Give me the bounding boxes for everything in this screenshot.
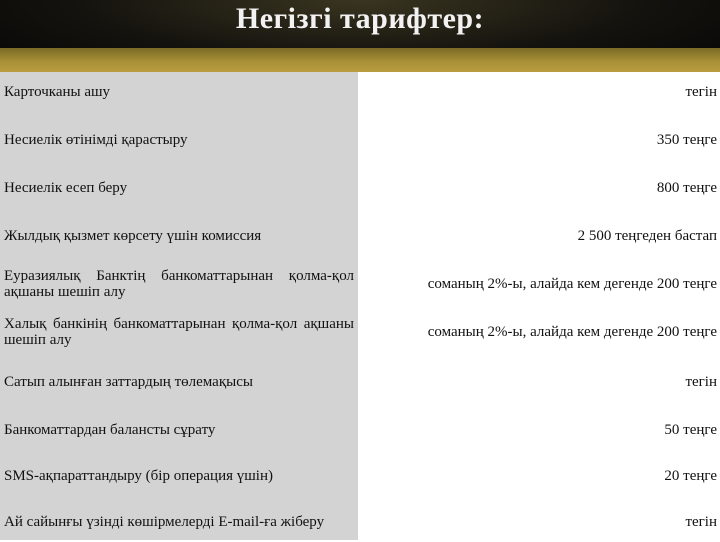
table-row <box>0 362 720 402</box>
service-cell: Банкоматтардан балансты сұрату <box>4 422 216 438</box>
service-cell: Несиелік өтінімді қарастыру <box>4 132 188 148</box>
price-cell: тегін <box>685 374 717 390</box>
table-row <box>0 312 720 352</box>
service-cell: Еуразиялық Банктің банкоматтарынан қолма-қол ақшаны шешіп алу <box>4 268 354 300</box>
table-row <box>0 410 720 450</box>
price-cell: 800 теңге <box>656 180 717 196</box>
service-cell: Сатып алынған заттардың төлемақысы <box>4 374 253 390</box>
table-row <box>0 168 720 208</box>
table-row <box>0 502 720 542</box>
service-cell: Несиелік есеп беру <box>4 180 128 196</box>
price-cell: 50 теңге <box>664 422 717 438</box>
table-row <box>0 456 720 496</box>
table-row <box>0 216 720 256</box>
service-cell: Ай сайынғы үзінді көшірмелерді E-mail-ға жіберу <box>4 514 325 530</box>
header-accent-band <box>0 48 720 72</box>
service-cell: Жылдық қызмет көрсету үшін комиссия <box>4 228 262 244</box>
service-cell: Карточканы ашу <box>4 84 111 100</box>
price-cell: тегін <box>685 84 717 100</box>
price-cell: 20 теңге <box>664 468 717 484</box>
tariff-table <box>0 72 720 540</box>
price-cell: 2 500 теңгеден бастап <box>577 228 717 244</box>
price-cell: соманың 2%-ы, алайда кем дегенде 200 теңге <box>427 324 717 340</box>
slide-title: Негізгі тарифтер: <box>235 2 485 35</box>
service-cell: Халық банкінің банкоматтарынан қолма-қол ақшаны шешіп алу <box>4 316 354 348</box>
service-cell: SMS-ақпараттандыру (бір операция үшін) <box>4 468 273 484</box>
price-cell: тегін <box>685 514 717 530</box>
table-row <box>0 120 720 160</box>
price-cell: соманың 2%-ы, алайда кем дегенде 200 теңге <box>427 276 717 292</box>
table-row <box>0 264 720 304</box>
slide-header <box>0 0 720 72</box>
price-cell: 350 теңге <box>656 132 717 148</box>
table-row <box>0 72 720 112</box>
